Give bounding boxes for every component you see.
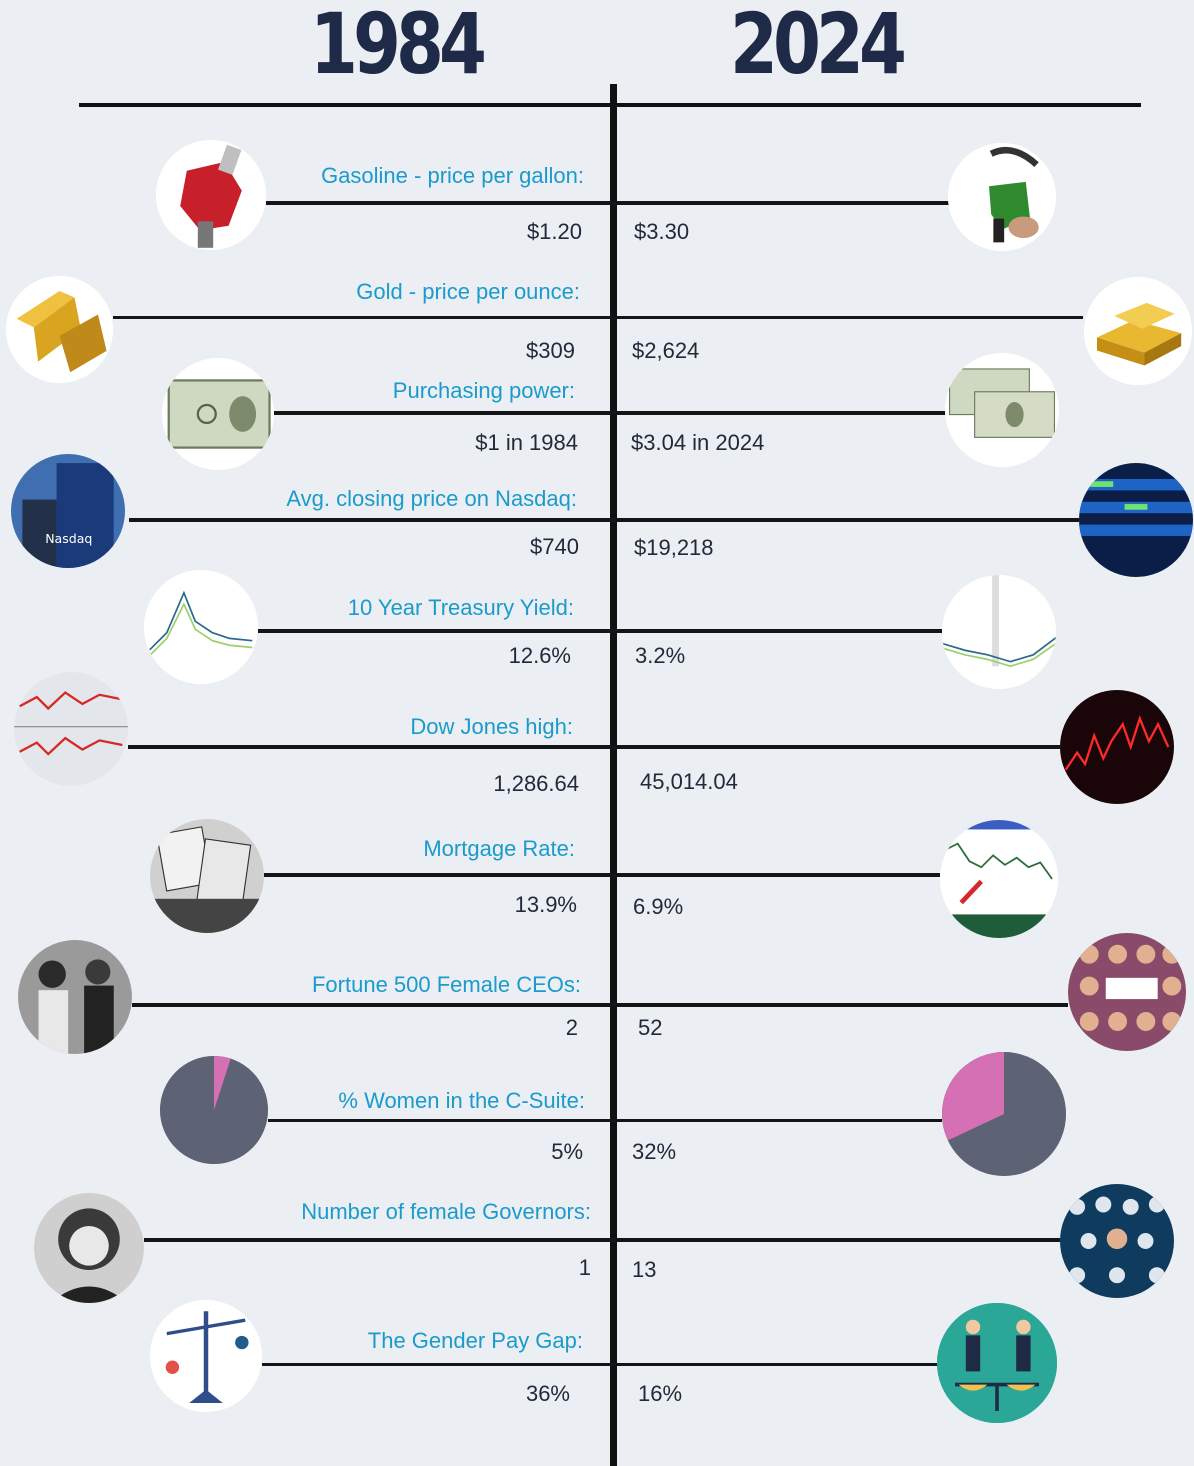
stock-board-icon <box>1079 463 1193 577</box>
green-gas-pump-icon <box>948 143 1056 251</box>
gold-bar-icon <box>6 276 113 383</box>
row-label: Avg. closing price on Nasdaq: <box>286 486 577 511</box>
value-2024: 52 <box>638 1015 663 1040</box>
red-gas-pump-icon <box>156 140 266 250</box>
value-1984: 36% <box>525 1381 570 1406</box>
value-2024: $19,218 <box>634 535 714 560</box>
value-1984: 2 <box>565 1015 578 1040</box>
pie-chart-icon <box>942 1052 1066 1176</box>
yield-chart-icon <box>942 575 1056 689</box>
row-label: Gasoline - price per gallon: <box>321 163 584 188</box>
ceo-portrait-grid-icon <box>1068 933 1186 1051</box>
dollar-bills-icon <box>945 353 1059 467</box>
row-divider <box>144 1238 1060 1242</box>
row-label: Dow Jones high: <box>410 714 573 739</box>
value-1984: 1,286.64 <box>493 771 579 796</box>
value-2024: $3.30 <box>634 219 690 244</box>
value-1984: $740 <box>530 534 579 559</box>
value-1984: $309 <box>526 338 575 363</box>
row-divider <box>258 629 942 633</box>
value-2024: 32% <box>632 1139 677 1164</box>
value-1984: 13.9% <box>514 892 577 917</box>
value-1984: 12.6% <box>508 643 571 668</box>
row-label: Number of female Governors: <box>301 1199 591 1224</box>
nasdaq-building-icon <box>11 454 125 568</box>
row-divider <box>264 873 940 877</box>
value-2024: 3.2% <box>635 643 686 668</box>
row-label: Mortgage Rate: <box>423 836 575 861</box>
gold-bars-stack-icon <box>1084 277 1192 385</box>
svg-text:Nasdaq: Nasdaq <box>45 530 93 546</box>
value-2024: 16% <box>638 1381 683 1406</box>
balance-scale-icon <box>937 1303 1057 1423</box>
value-1984: $1.20 <box>526 219 582 244</box>
value-2024: $2,624 <box>632 338 700 363</box>
row-divider <box>262 1363 938 1366</box>
row-label: Gold - price per ounce: <box>356 279 580 304</box>
row-divider <box>132 1003 1068 1007</box>
row-label: 10 Year Treasury Yield: <box>347 595 574 620</box>
year-2024-heading: 2024 <box>730 0 903 93</box>
newspaper-chart-icon <box>14 672 128 786</box>
row-divider <box>128 745 1061 749</box>
row-label: The Gender Pay Gap: <box>367 1328 583 1353</box>
vintage-photo-icon <box>18 940 132 1054</box>
value-1984: 5% <box>551 1139 583 1164</box>
value-1984: $1 in 1984 <box>475 430 578 455</box>
row-label: Purchasing power: <box>392 378 575 403</box>
crowd-icon <box>1060 1184 1174 1298</box>
yield-chart-icon <box>144 570 258 684</box>
value-2024: 13 <box>632 1257 657 1282</box>
pie-chart-icon <box>160 1056 268 1164</box>
row-divider <box>113 316 1083 319</box>
newspapers-icon <box>150 819 264 933</box>
center-divider <box>610 84 617 1466</box>
row-divider <box>266 201 951 205</box>
value-2024: 45,014.04 <box>640 769 738 794</box>
row-label: % Women in the C-Suite: <box>338 1088 585 1113</box>
balance-scale-icon <box>150 1300 262 1412</box>
red-stock-line-icon <box>1060 690 1174 804</box>
year-1984-heading: 1984 <box>310 0 483 93</box>
row-divider <box>129 518 1079 522</box>
value-2024: $3.04 in 2024 <box>631 430 765 455</box>
dollar-bill-icon <box>162 358 274 470</box>
value-1984: 1 <box>578 1255 591 1280</box>
value-2024: 6.9% <box>633 894 684 919</box>
mortgage-rate-chart-icon <box>940 820 1058 938</box>
governor-portrait-icon <box>34 1193 144 1303</box>
row-label: Fortune 500 Female CEOs: <box>311 972 581 997</box>
row-divider <box>268 1119 942 1122</box>
row-divider <box>274 411 948 415</box>
